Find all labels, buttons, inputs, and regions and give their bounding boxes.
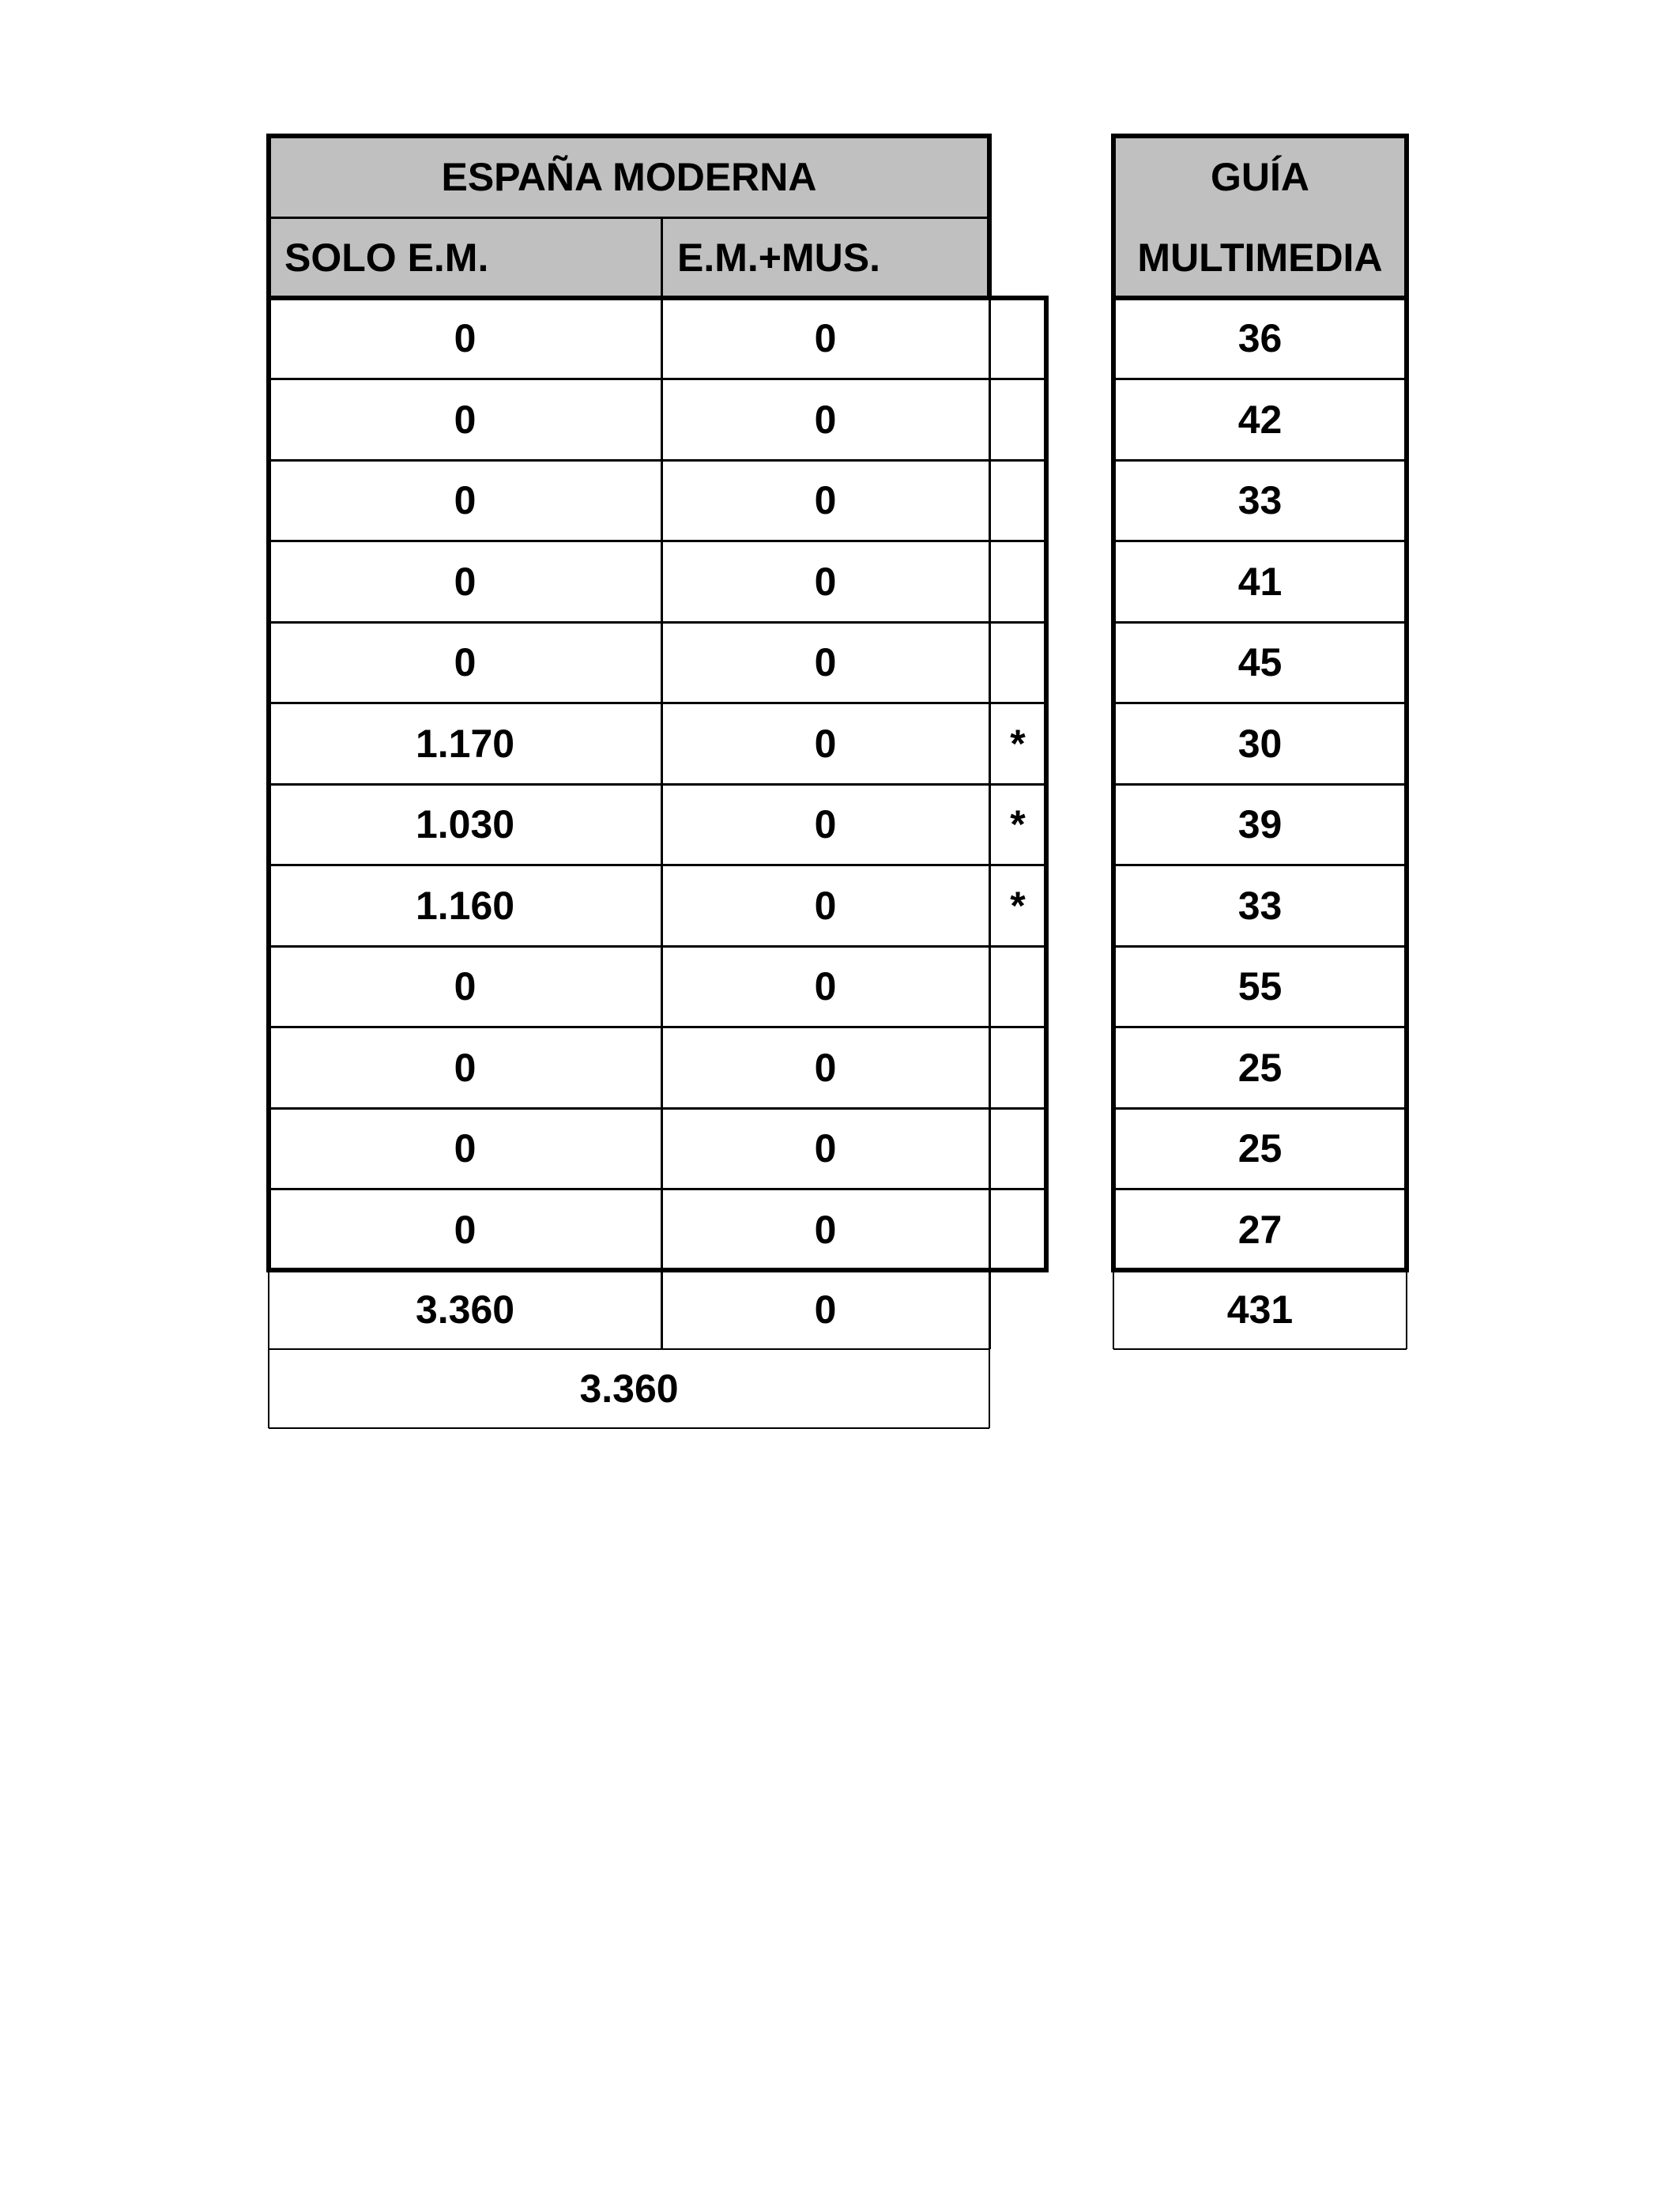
cell-guia: 41 <box>1237 559 1283 604</box>
total-em-mus: 0 <box>814 1287 837 1332</box>
cell-solo-em: 0 <box>454 964 477 1009</box>
cell-solo-em: 0 <box>454 1207 477 1252</box>
total-solo-em: 3.360 <box>415 1287 515 1332</box>
table-border <box>1113 864 1407 866</box>
table-border <box>1113 378 1407 380</box>
cell-guia: 55 <box>1237 964 1283 1009</box>
cell-solo-em: 0 <box>454 478 477 523</box>
cell-em-mus: 0 <box>814 721 837 766</box>
table-border <box>1113 783 1407 786</box>
cell-em-mus: 0 <box>814 397 837 442</box>
cell-guia: 39 <box>1237 802 1283 847</box>
cell-guia: 27 <box>1237 1207 1283 1252</box>
table-border <box>1113 540 1407 542</box>
table-border <box>1113 1188 1407 1190</box>
guia-header <box>1113 136 1407 298</box>
cell-guia: 36 <box>1237 316 1283 361</box>
table-border <box>1111 134 1409 138</box>
table-border <box>1111 296 1409 300</box>
cell-em-mus: 0 <box>814 1126 837 1171</box>
cell-em-mus: 0 <box>814 640 837 685</box>
table-border <box>1113 702 1407 704</box>
table-border <box>1113 1107 1407 1110</box>
cell-em-mus: 0 <box>814 883 837 928</box>
guia-header-line2: MULTIMEDIA <box>1137 235 1383 280</box>
cell-em-mus: 0 <box>814 1207 837 1252</box>
cell-solo-em: 0 <box>454 1126 477 1171</box>
cell-solo-em: 0 <box>454 559 477 604</box>
cell-em-mus: 0 <box>814 964 837 1009</box>
column-header-em-mus: E.M.+MUS. <box>661 217 989 298</box>
table-border <box>1113 1270 1114 1349</box>
cell-em-mus: 0 <box>814 1045 837 1090</box>
column-header-solo-em: SOLO E.M. <box>269 217 661 298</box>
cell-em-mus: 0 <box>814 802 837 847</box>
cell-solo-em: 0 <box>454 397 477 442</box>
cell-solo-em: 0 <box>454 1045 477 1090</box>
grand-total: 3.360 <box>579 1367 679 1411</box>
total-guia: 431 <box>1226 1287 1294 1332</box>
cell-guia: 33 <box>1237 883 1283 928</box>
table-border <box>1111 1268 1409 1272</box>
table-border <box>1113 945 1407 948</box>
cell-guia: 30 <box>1237 721 1283 766</box>
table-title: ESPAÑA MODERNA <box>269 136 989 217</box>
table-border <box>1113 459 1407 462</box>
cell-solo-em: 0 <box>454 640 477 685</box>
cell-guia: 33 <box>1237 478 1283 523</box>
cell-guia: 25 <box>1237 1126 1283 1171</box>
cell-marker: * <box>1010 721 1026 766</box>
guia-header-line1: GUÍA <box>1211 154 1309 199</box>
cell-solo-em: 1.170 <box>415 721 515 766</box>
cell-solo-em: 1.160 <box>415 883 515 928</box>
table-border <box>1113 1026 1407 1028</box>
cell-marker: * <box>1010 802 1026 847</box>
table-border <box>1406 1270 1407 1349</box>
cell-em-mus: 0 <box>814 478 837 523</box>
table-border <box>1113 1348 1407 1350</box>
cell-em-mus: 0 <box>814 559 837 604</box>
cell-em-mus: 0 <box>814 316 837 361</box>
cell-guia: 25 <box>1237 1045 1283 1090</box>
cell-guia: 42 <box>1237 397 1283 442</box>
cell-solo-em: 0 <box>454 316 477 361</box>
cell-marker: * <box>1010 883 1026 928</box>
table-border <box>1113 621 1407 624</box>
cell-guia: 45 <box>1237 640 1283 685</box>
cell-solo-em: 1.030 <box>415 802 515 847</box>
